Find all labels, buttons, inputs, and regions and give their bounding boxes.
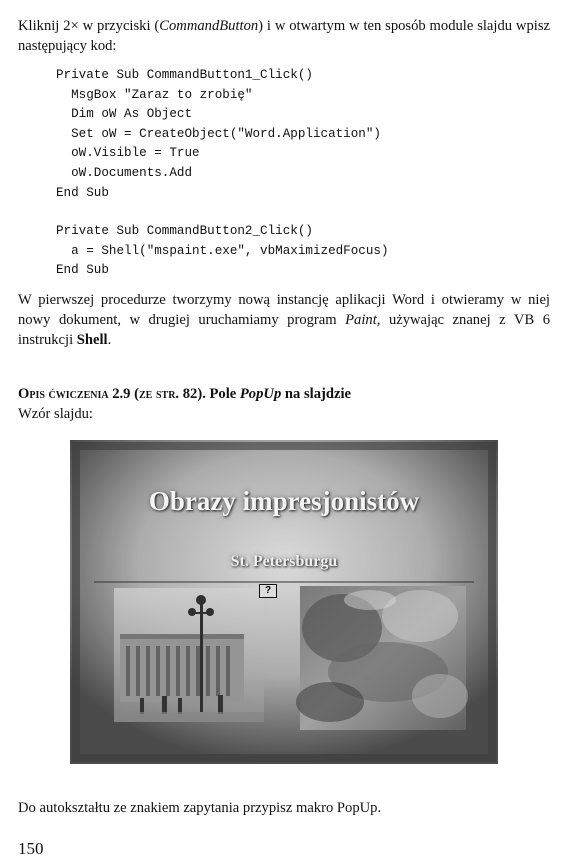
code-block-2 xyxy=(56,222,389,281)
explanation-paragraph xyxy=(18,290,550,350)
code-line: Dim oW As Object xyxy=(56,107,193,122)
intro-text-2: ) i w otwartym w ten sposób module slajdu wpisz następujący kod: xyxy=(18,18,550,54)
heading-text: . Pole xyxy=(202,386,240,402)
heading-number: 2.9 xyxy=(108,386,135,402)
slide-subtitle: St. Petersburgu xyxy=(230,553,338,570)
code-line: Private Sub CommandButton1_Click() xyxy=(56,68,313,82)
code-line: oW.Visible = True xyxy=(56,146,200,161)
exercise-heading xyxy=(18,384,351,404)
explanation-text-3: . xyxy=(107,332,112,348)
intro-emphasis: CommandButton xyxy=(159,18,259,34)
heading-smallcaps: Opis ćwiczenia xyxy=(18,386,109,402)
code-line: End Sub xyxy=(56,263,109,278)
intro-paragraph xyxy=(18,16,550,56)
code-line: Set oW = CreateObject("Word.Application") xyxy=(56,126,381,141)
slide-title: Obrazy impresjonistów xyxy=(148,486,420,516)
code-line: Private Sub CommandButton2_Click() xyxy=(56,224,313,238)
intro-text-1: Kliknij 2× w przyciski ( xyxy=(18,18,160,34)
heading-ref: (ze str. 82) xyxy=(134,386,203,402)
code-line: a = Shell("mspaint.exe", vbMaximizedFocus) xyxy=(56,243,389,258)
explanation-text-1: W pierwszej procedurze tworzymy nową instancję aplikacji Word i otwieramy w niej nowy dokument, w drugiej uruchamiamy program xyxy=(18,292,550,328)
code-line: End Sub xyxy=(56,185,109,200)
heading-tail: na slajdzie xyxy=(281,386,351,402)
footer-note: Do autokształtu ze znakiem zapytania przypisz makro PopUp. xyxy=(18,800,382,816)
code-line: oW.Documents.Add xyxy=(56,165,193,180)
slide-preview xyxy=(70,440,498,764)
question-mark-shape[interactable]: ? xyxy=(259,584,277,598)
code-line: MsgBox "Zaraz to zrobię" xyxy=(56,87,253,102)
explanation-emphasis: Paint xyxy=(345,312,377,328)
explanation-strong: Shell xyxy=(76,332,108,348)
page-number: 150 xyxy=(18,839,44,858)
slide-label: Wzór slajdu: xyxy=(18,406,93,422)
explanation-text-2: , używając znanej z VB 6 instrukcji xyxy=(18,312,550,348)
heading-emphasis: PopUp xyxy=(239,386,282,402)
code-block-1 xyxy=(56,66,381,203)
